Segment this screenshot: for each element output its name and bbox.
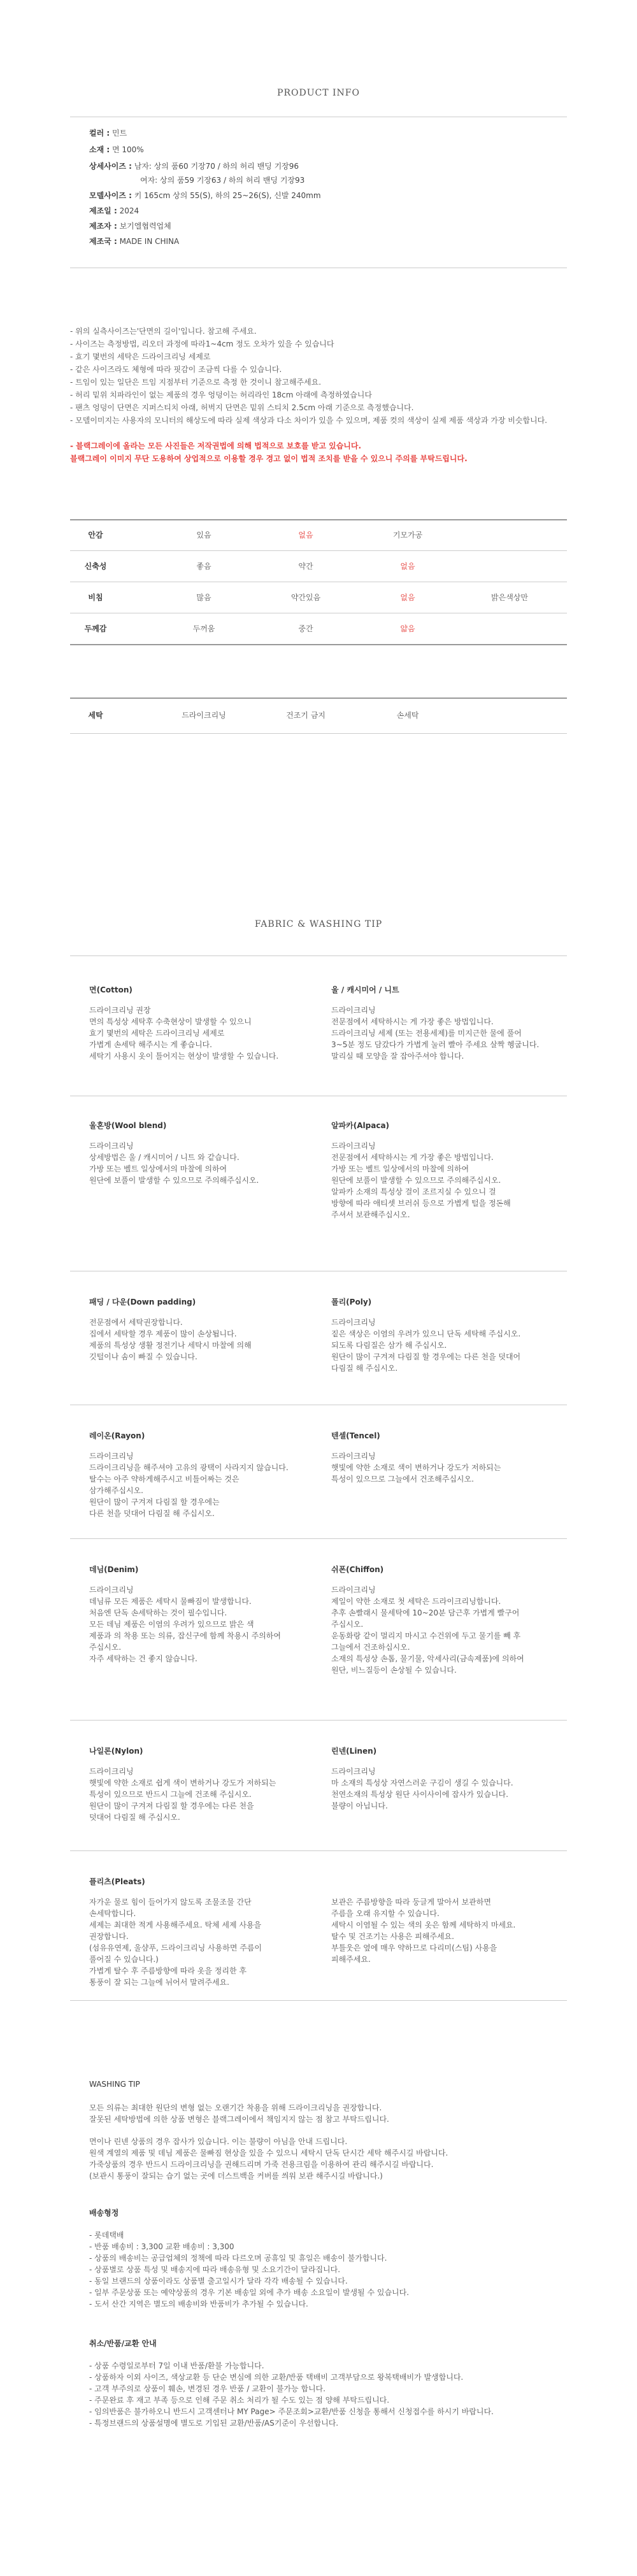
attr-option: 기모가공 [392, 531, 423, 540]
product-info-title: PRODUCT INFO [277, 88, 360, 98]
attr-label: 두께감 [84, 624, 107, 633]
attr-option: 있음 [196, 531, 211, 540]
copyright-note: 블랙그레이 이미지 무단 도용하여 상업적으로 이용할 경우 경고 없이 법적 조치를 받을 수 있으니 주의를 부탁드립니다. [70, 454, 468, 463]
washing-tip-title: WASHING TIP [89, 2080, 140, 2089]
info-size: 상세사이즈 : 남자: 상의 품60 기장70 / 하의 허리 밴딩 기장96 [89, 162, 299, 171]
info-model: 모델사이즈 : 키 165cm 상의 55(S), 하의 25~26(S), 신발 240mm [89, 191, 321, 200]
note: - 팬츠 엉덩이 단면은 지퍼스티치 아래, 허벅지 단면은 밑위 스티치 2.5cm 아래 기준으로 측정했습니다. [70, 403, 414, 412]
attr-option: 약간있음 [290, 593, 321, 602]
attr-lining [70, 520, 567, 550]
info-material: 소재 : 면 100% [89, 145, 144, 154]
fabric-tencel: 텐셀(Tencel) 드라이크리닝 햇빛에 약한 소재로 색이 변하거나 강도가 저하되는 특성이 있으므로 그늘에서 건조해주십시오. [331, 1431, 501, 1484]
divider [70, 1720, 567, 1721]
wash-option: 손세탁 [396, 711, 419, 720]
attr-option: 두꺼움 [192, 624, 215, 633]
attr-option-selected: 없음 [298, 531, 313, 540]
returns-title: 취소/반품/교환 안내 [89, 2339, 157, 2348]
divider [70, 733, 567, 734]
attr-option: 많음 [196, 593, 211, 602]
divider [70, 955, 567, 956]
note: - 허리 밑위 치파라인이 없는 제품의 경우 엉덩이는 허리라인 18cm 아래에 측정하였습니다 [70, 390, 372, 399]
attr-label: 세탁 [88, 711, 103, 720]
attr-option: 밝은색상만 [491, 593, 528, 602]
note: - 모델이미지는 사용자의 모니터의 해상도에 따라 실제 색상과 다소 차이가 있을 수 있으며, 제품 컷의 색상이 실제 제품 색상과 가장 비슷합니다. [70, 416, 547, 425]
fabric-chiffon: 쉬폰(Chiffon) 드라이크리닝 제일이 약한 소재로 첫 세탁은 드라이크리닝합니다. 추후 손빨래시 물세탁에 10~20분 담근후 가볍게 빨구어 주십시오. 운동화랑 같이 멀리지 마시고 수건위에 두고 물기를 빼 후 그늘에서 건조하십시오. 소재의 특성상 손톱, 물기물, 악세사리(금속제품)에 의하여 원단, 비느질등이 손상될 수 있습니다. [331, 1565, 524, 1675]
info-color: 컬러 : 민트 [89, 129, 127, 138]
attr-thickness [70, 613, 567, 644]
attr-wash [70, 699, 567, 732]
divider [70, 1538, 567, 1539]
fabric-wool: 울 / 캐시미어 / 니트 드라이크리닝 전문점에서 세탁하시는 게 가장 좋은 방법입니다. 드라이크리닝 세제 (또는 전용세제)를 미지근한 물에 풀어 3~5분 정도 담갔다가 가볍게 눌러 빨아 주세요 살짝 헹굽니다. 말리실 때 모양을 잘 잡아주셔야 합니다. [331, 985, 540, 1061]
info-maker: 제조자 : 보기엘협력업체 [89, 222, 171, 231]
divider [70, 2000, 567, 2001]
attr-option: 약간 [298, 562, 313, 571]
attr-stretch [70, 551, 567, 582]
copyright-note: - 블랙그레이에 올라는 모든 사진들은 저작권법에 의해 법적으로 보호를 받고 있습니다. [70, 441, 362, 450]
shipping-info: - 롯데택배 - 반품 배송비 : 3,300 교환 배송비 : 3,300 - 상품의 배송비는 공급업체의 정책에 따라 다르오며 공휴일 및 휴일은 배송이 불가합니다. - 상품별로 상품 특성 및 배송지에 따라 배송유형 및 소요기간이 달라집니다. - 동일 브랜드의 상품이라도 상품별 출고일시가 달라 각각 배송될 수 있습니다. - 일부 주문상품 또는 예약상품의 경우 기본 배송일 외에 추가 배송 소요일이 발생될 수 있습니다. - 도서 산간 지역은 별도의 배송비와 반품비가 추가될 수 있습니다. [89, 2231, 410, 2308]
info-size-women: 여자: 상의 품59 기장63 / 하의 허리 밴딩 기장93 [140, 176, 305, 185]
note: - 사이즈는 측정방법, 리오더 과정에 따라1~4cm 정도 오차가 있을 수 있습니다 [70, 340, 334, 348]
fabric-down: 패딩 / 다운(Down padding) 전문점에서 세탁권장합니다. 집에서 세탁할 경우 제품이 많이 손상됩니다. 제품의 특성상 생활 정전기나 세탁시 마찰에 의해 깃털이나 솜이 빠질 수 있습니다. [89, 1298, 252, 1361]
fabric-rayon: 레이온(Rayon) 드라이크리닝 드라이크리닝을 해주셔야 고유의 광택이 사라지지 않습니다. 탈수는 아주 약하게해주시고 비틀어짜는 것은 삼가해주십시오. 원단이 많이 구겨져 다림질 할 경우에는 다른 천을 덧대어 다림질 해 주십시오. [89, 1431, 289, 1518]
attr-label: 비침 [88, 593, 103, 602]
fabric-alpaca: 알파카(Alpaca) 드라이크리닝 전문점에서 세탁하시는 게 가장 좋은 방법입니다. 가방 또는 벨트 일상에서의 마찰에 의하여 원단에 보풀이 발생할 수 있으므로 주의해주십시오. 알파카 소재의 특성상 걸이 조르지실 수 있으니 걸 방향에 따라 애티셋 브러쉬 등으로 가볍게 털을 정돈해 주셔서 보관해주십시오. [331, 1121, 511, 1219]
fabric-pleats-storage: 보관은 주름방향을 따라 둥글게 말아서 보관하면 주름을 오래 유지할 수 있습니다. 세탁시 이염될 수 있는 색의 옷은 함께 세탁하지 마세요. 탈수 및 건조기는 사용은 피해주세요. 부틀웃은 옆에 매우 약하므로 다리미(스팀) 사용을 피해주세요. [331, 1898, 516, 1964]
fabric-wool-blend: 울혼방(Wool blend) 드라이크리닝 상세방법은 울 / 캐시미어 / 니트 와 같습니다. 가방 또는 벨트 일상에서의 마찰에 의하여 원단에 보풀이 발생할 수 있으므로 주의해주십시오. [89, 1121, 259, 1185]
fabric-denim: 데님(Denim) 드라이크리닝 데님류 모든 제품은 세탁시 물빠짐이 발생합니다. 처음엔 단독 손세탁하는 것이 필수입니다. 모든 데님 제품은 이염의 우려가 있으므로 밝은 색 제품과 의 착용 또는 의류, 잡신구에 함께 착용시 주의하여 주십시오. 자주 세탁하는 건 좋지 않습니다. [89, 1565, 281, 1663]
attr-option-selected: 얇음 [400, 624, 415, 633]
note: - 효기 몇번의 세탁은 드라이크리닝 세제로 [70, 352, 211, 361]
note: - 트임이 있는 일단은 트임 지점부터 기준으로 측정 한 것이니 참고해주세요. [70, 378, 322, 387]
fabric-title: FABRIC & WASHING TIP [254, 919, 383, 929]
shipping-title: 배송형정 [89, 2208, 119, 2217]
divider [70, 644, 567, 645]
wash-option: 드라이크리닝 [182, 711, 226, 720]
note: - 같은 사이즈라도 체형에 따라 핏감이 조금씩 다를 수 있습니다. [70, 365, 282, 374]
washing-tip-p1: 모든 의류는 최대한 원단의 변형 없는 오랜기간 착용을 위해 드라이크리닝을 권장합니다. 잘못된 세탁방법에 의한 상품 변형은 블랙그레이에서 책임지지 않는 점 참고 부탁드립니다. [89, 2103, 389, 2124]
attr-option: 중간 [298, 624, 313, 633]
attr-label: 안감 [88, 531, 103, 540]
washing-tip-p2: 면이나 린넨 상품의 경우 잡사가 있습니다. 이는 불량이 아님을 안내 드립니다. 원색 계열의 제품 및 데님 제품은 물빠짐 현상을 있을 수 있으니 세탁시 단독 단시간 세탁 해주시길 바랍니다. 가죽상품의 경우 반드시 드라이크리닝을 권해드리며 가죽 전용크림을 이용하여 관리 해주시길 바랍니다. (보관시 통풍이 잘되는 습기 없는 곳에 더스트백을 커버를 씌워 보관 해주시길 바랍니다.) [89, 2137, 448, 2180]
attr-option: 좋음 [196, 562, 211, 571]
fabric-nylon: 나일론(Nylon) 드라이크리닝 햇빛에 약한 소재로 쉽게 색이 변하거나 강도가 저하되는 특성이 있으므로 반드시 그늘에 건조해 주십시오. 원단이 많이 구겨져 다림질 할 경우에는 다른 천을 덧대어 다림질 해 주십시오. [89, 1747, 276, 1822]
wash-option: 건조기 금지 [286, 711, 326, 720]
divider [70, 1850, 567, 1851]
fabric-pleats: 플리츠(Pleats) 자가운 물로 힘이 들어가지 않도록 조물조물 간단 손세탁합니다. 세제는 최대한 적게 사용해주세요. 탁체 세제 사용을 권장합니다. (섬유유연제, 울샴푸, 드라이크리닝 사용하면 주름이 풀어질 수 있습니다.) 가볍게 탈수 후 주름방향에 따라 옷을 정리한 후 통풍이 잘 되는 그늘에 뉘어서 말려주세요. [89, 1877, 262, 1987]
fabric-cotton: 면(Cotton) 드라이크리닝 권장 면의 특성상 세탁후 수축현상이 발생할 수 있으니 효기 몇번의 세탁은 드라이크리닝 세제로 가볍게 손세탁 해주시는 게 좋습니다. 세탁기 사용시 옷이 틀어지는 현상이 발생할 수 있습니다. [89, 985, 279, 1061]
note: - 위의 실측사이즈는'단면의 길이'입니다. 참고해 주세요. [70, 327, 257, 336]
info-country: 제조국 : MADE IN CHINA [89, 237, 180, 246]
returns-info: - 상품 수령일로부터 7일 이내 반품/환불 가능합니다. - 상품하자 이외 사이즈, 색상교환 등 단순 변심에 의한 교환/반품 택배비 고객부담으로 왕복택배비가 발생합니다. - 고객 부주의로 상품이 훼손, 변경된 경우 반품 / 교환이 불가능 합니다. - 주문완료 후 재고 부족 등으로 인해 주문 취소 처리가 될 수도 있는 점 양해 부탁드립니다. - 임의반품은 불가하오니 반드시 고객센터나 MY Page> 주문조회>교환/반품 신청을 통해서 신청접수를 하시기 바랍니다. - 특정브랜드의 상품설명에 별도로 기입된 교환/반품/AS기준이 우선합니다. [89, 2361, 494, 2428]
attr-label: 신축성 [84, 562, 107, 571]
info-date: 제조일 : 2024 [89, 206, 140, 215]
attr-sheerness [70, 582, 567, 613]
fabric-linen: 린넨(Linen) 드라이크리닝 마 소재의 특성상 자연스러운 구김이 생길 수 있습니다. 천연소재의 특성상 원단 사이사이에 잡사가 있습니다. 불량이 아닙니다. [331, 1747, 513, 1810]
attr-option-selected: 없음 [400, 593, 415, 602]
attr-option-selected: 없음 [400, 562, 415, 571]
fabric-poly: 폴리(Poly) 드라이크리닝 짙은 색상은 이염의 우려가 있으니 단독 세탁해 주십시오. 되도록 다림질은 삼가 해 주십시오. 원단이 많이 구겨져 다림질 할 경우에는 다른 천을 덧대어 다림질 해 주십시오. [331, 1298, 521, 1373]
